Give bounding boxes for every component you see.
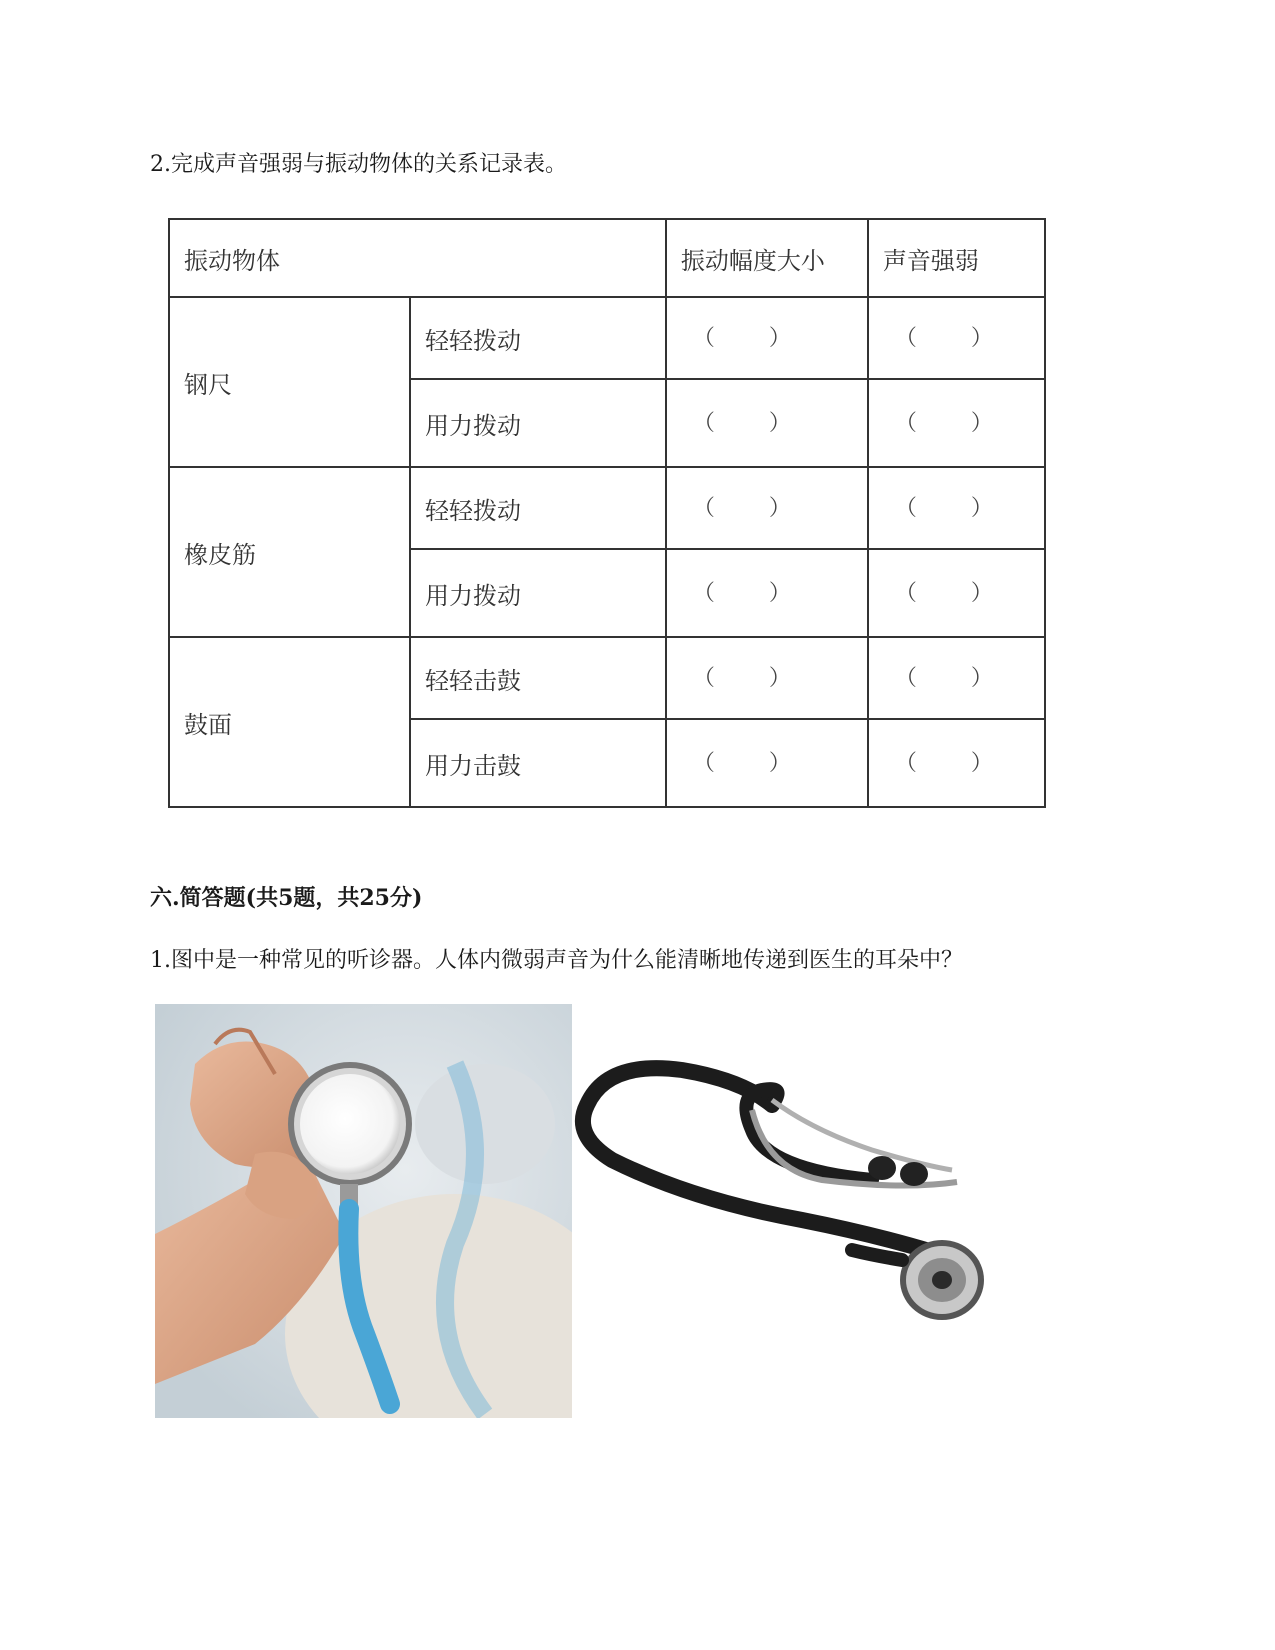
record-table [168,218,1046,808]
header-amplitude: 振动幅度大小 [666,219,868,297]
loudness-blank[interactable]: （ ） [868,637,1045,719]
loudness-blank[interactable]: （ ） [868,549,1045,637]
table-header-row [169,219,1045,297]
action-cell: 轻轻拨动 [410,297,666,379]
action-cell: 用力拨动 [410,549,666,637]
action-cell: 轻轻拨动 [410,467,666,549]
amplitude-blank[interactable]: （ ） [666,467,868,549]
stethoscope-photo [572,1050,1032,1380]
object-cell: 鼓面 [169,637,410,807]
table-row [169,637,1045,719]
question-2-text: 2.完成声音强弱与振动物体的关系记录表。 [150,152,567,177]
amplitude-blank[interactable]: （ ） [666,719,868,807]
loudness-blank[interactable]: （ ） [868,297,1045,379]
table-row [169,297,1045,379]
header-loudness: 声音强弱 [868,219,1045,297]
amplitude-blank[interactable]: （ ） [666,297,868,379]
action-cell: 轻轻击鼓 [410,637,666,719]
loudness-blank[interactable]: （ ） [868,379,1045,467]
action-cell: 用力拨动 [410,379,666,467]
table-row [169,467,1045,549]
amplitude-blank[interactable]: （ ） [666,379,868,467]
section-title: 六.简答题(共5题，共25分) [150,885,423,911]
loudness-blank[interactable]: （ ） [868,467,1045,549]
loudness-blank[interactable]: （ ） [868,719,1045,807]
object-cell: 橡皮筋 [169,467,410,637]
stethoscope-hand-photo [155,1004,572,1418]
amplitude-blank[interactable]: （ ） [666,637,868,719]
question-1-text: 1.图中是一种常见的听诊器。人体内微弱声音为什么能清晰地传递到医生的耳朵中？ [150,948,963,973]
action-cell: 用力击鼓 [410,719,666,807]
object-cell: 钢尺 [169,297,410,467]
header-object: 振动物体 [169,219,666,297]
amplitude-blank[interactable]: （ ） [666,549,868,637]
